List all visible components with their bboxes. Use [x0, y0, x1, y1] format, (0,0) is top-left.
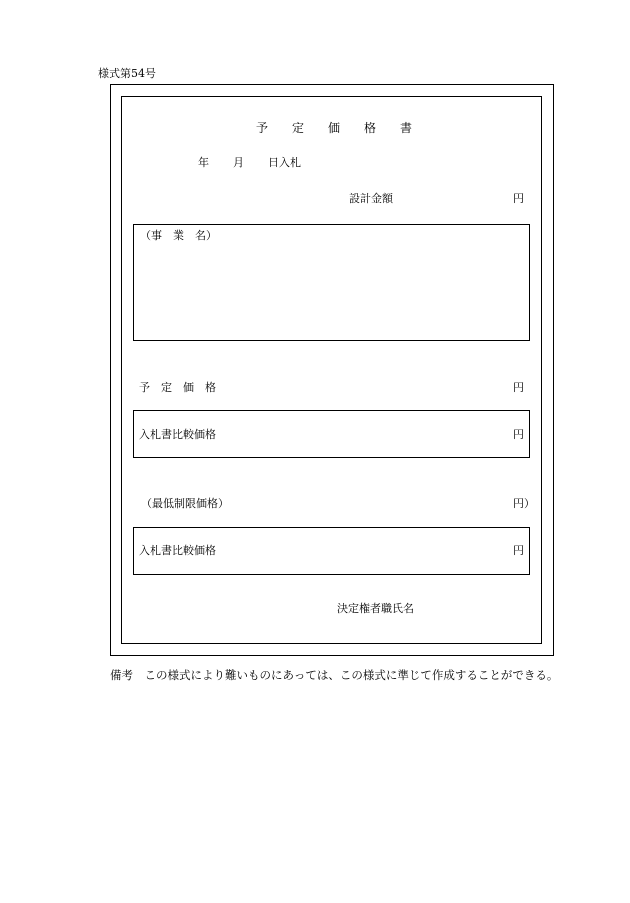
- form-number: 様式第54号: [98, 67, 156, 80]
- date-month: 月: [233, 156, 244, 169]
- minimum-price-label: （最低制限価格）: [141, 497, 229, 510]
- comparison-price-2-label: 入札書比較価格: [139, 544, 216, 557]
- decision-maker-label: 決定権者職氏名: [337, 602, 414, 615]
- planned-price-unit: 円: [513, 381, 524, 394]
- note-text: 備考 この様式により難いものにあっては、この様式に準じて作成することができる。: [110, 668, 559, 682]
- planned-price-label: 予 定 価 格: [139, 381, 216, 394]
- design-amount-label: 設計金額: [349, 192, 393, 205]
- project-name-label: （事 業 名）: [140, 229, 217, 242]
- date-day-bid: 日入札: [268, 156, 301, 169]
- comparison-price-1-unit: 円: [513, 428, 524, 441]
- comparison-price-1-label: 入札書比較価格: [139, 428, 216, 441]
- date-year: 年: [198, 156, 209, 169]
- design-amount-unit: 円: [513, 192, 524, 205]
- minimum-price-unit: 円）: [513, 497, 535, 510]
- comparison-price-2-unit: 円: [513, 544, 524, 557]
- document-title: 予 定 価 格 書: [256, 121, 413, 135]
